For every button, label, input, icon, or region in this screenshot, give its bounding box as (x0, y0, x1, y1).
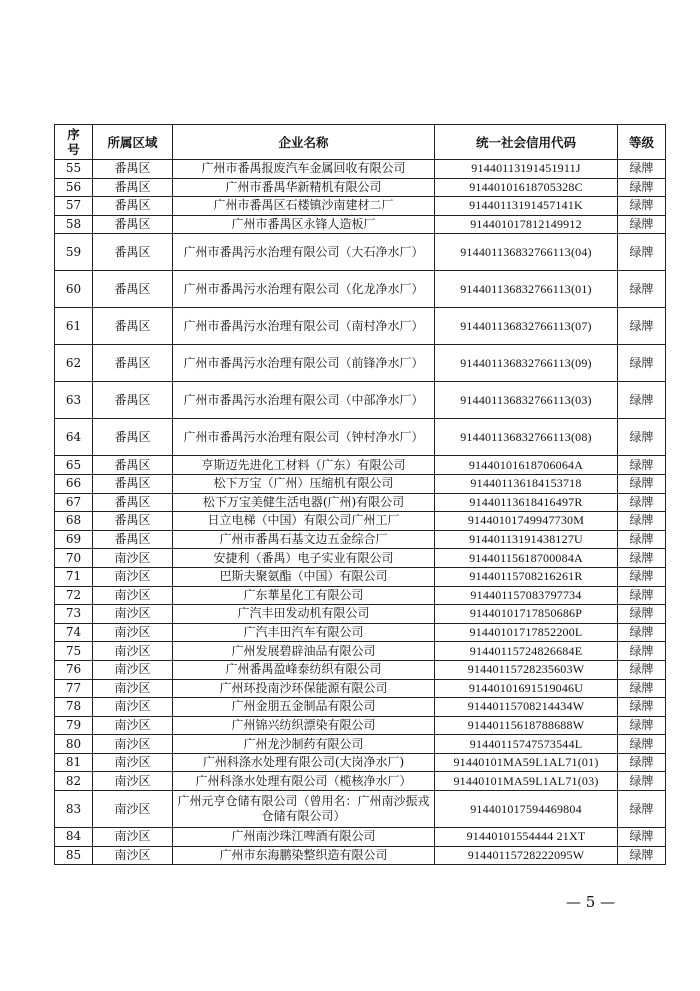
row-seq-cell: 65 (55, 456, 93, 475)
row-code-cell: 91440101691519046U (435, 679, 618, 698)
table-row (55, 234, 666, 271)
row-code-cell: 91440115728222095W (435, 846, 618, 865)
row-seq-cell: 64 (55, 419, 93, 456)
row-code-cell: 914401136832766113(03) (435, 382, 618, 419)
row-grade-cell: 绿牌 (618, 382, 666, 419)
row-seq-cell: 62 (55, 345, 93, 382)
row-name-cell: 广州市番禺污水治理有限公司（中部净水厂） (173, 382, 435, 419)
row-region-cell: 番禺区 (93, 197, 173, 216)
row-grade-cell: 绿牌 (618, 271, 666, 308)
row-grade-cell: 绿牌 (618, 772, 666, 791)
row-region-cell: 番禺区 (93, 271, 173, 308)
row-region-cell: 南沙区 (93, 735, 173, 754)
row-region-cell: 南沙区 (93, 698, 173, 717)
row-name-cell: 巴斯夫聚氨酯（中国）有限公司 (173, 567, 435, 586)
row-seq-cell: 73 (55, 605, 93, 624)
table-row (55, 456, 666, 475)
row-region-cell: 南沙区 (93, 753, 173, 772)
row-name-cell: 广州市番禺污水治理有限公司（南村净水厂） (173, 308, 435, 345)
table-row (55, 493, 666, 512)
row-code-cell: 91440115724826684E (435, 642, 618, 661)
row-code-cell: 91440101MA59L1AL71(03) (435, 772, 618, 791)
page-number: — 5 — (566, 893, 616, 911)
row-region-cell: 番禺区 (93, 493, 173, 512)
row-seq-cell: 76 (55, 660, 93, 679)
table-row (55, 271, 666, 308)
row-grade-cell: 绿牌 (618, 735, 666, 754)
row-name-cell: 亨斯迈先进化工材料（广东）有限公司 (173, 456, 435, 475)
row-code-cell: 914401157083797734 (435, 586, 618, 605)
row-region-cell: 南沙区 (93, 828, 173, 847)
table-row (55, 605, 666, 624)
row-grade-cell: 绿牌 (618, 512, 666, 531)
table-row (55, 419, 666, 456)
row-seq-cell: 75 (55, 642, 93, 661)
row-grade-cell: 绿牌 (618, 308, 666, 345)
row-region-cell: 番禺区 (93, 419, 173, 456)
row-name-cell: 广州市番禺污水治理有限公司（前锋净水厂） (173, 345, 435, 382)
row-grade-cell: 绿牌 (618, 679, 666, 698)
row-seq-cell: 80 (55, 735, 93, 754)
row-code-cell: 91440101717852200L (435, 623, 618, 642)
row-name-cell: 广州锦兴纺织漂染有限公司 (173, 716, 435, 735)
table-row (55, 828, 666, 847)
row-name-cell: 广州科涤水处理有限公司（榄核净水厂） (173, 772, 435, 791)
table-body (55, 160, 666, 865)
table-row (55, 642, 666, 661)
row-grade-cell: 绿牌 (618, 660, 666, 679)
row-grade-cell: 绿牌 (618, 234, 666, 271)
row-region-cell: 番禺区 (93, 474, 173, 493)
row-seq-cell: 61 (55, 308, 93, 345)
row-seq-cell: 77 (55, 679, 93, 698)
row-seq-cell: 74 (55, 623, 93, 642)
row-name-cell: 广州元亨仓储有限公司（曾用名：广州南沙振戎仓储有限公司） (173, 791, 435, 828)
row-seq-cell: 57 (55, 197, 93, 216)
row-code-cell: 91440115708216261R (435, 567, 618, 586)
row-grade-cell: 绿牌 (618, 474, 666, 493)
row-region-cell: 番禺区 (93, 160, 173, 179)
row-region-cell: 番禺区 (93, 215, 173, 234)
row-name-cell: 广州南沙珠江啤酒有限公司 (173, 828, 435, 847)
row-seq-cell: 60 (55, 271, 93, 308)
row-region-cell: 南沙区 (93, 623, 173, 642)
table-row (55, 567, 666, 586)
row-region-cell: 南沙区 (93, 660, 173, 679)
row-grade-cell: 绿牌 (618, 698, 666, 717)
row-name-cell: 广州龙沙制药有限公司 (173, 735, 435, 754)
row-region-cell: 南沙区 (93, 642, 173, 661)
header-code: 统一社会信用代码 (435, 125, 618, 160)
row-region-cell: 番禺区 (93, 178, 173, 197)
row-seq-cell: 70 (55, 549, 93, 568)
row-seq-cell: 58 (55, 215, 93, 234)
row-name-cell: 广州市番禺污水治理有限公司（化龙净水厂） (173, 271, 435, 308)
row-seq-cell: 66 (55, 474, 93, 493)
row-region-cell: 南沙区 (93, 605, 173, 624)
table-row (55, 753, 666, 772)
row-seq-cell: 67 (55, 493, 93, 512)
table-row (55, 660, 666, 679)
row-code-cell: 914401136832766113(01) (435, 271, 618, 308)
table-row (55, 345, 666, 382)
row-code-cell: 91440113191457141K (435, 197, 618, 216)
row-name-cell: 广东華星化工有限公司 (173, 586, 435, 605)
row-code-cell: 91440101618705328C (435, 178, 618, 197)
row-seq-cell: 84 (55, 828, 93, 847)
row-name-cell: 安捷利（番禺）电子实业有限公司 (173, 549, 435, 568)
row-code-cell: 914401136184153718 (435, 474, 618, 493)
table-row (55, 178, 666, 197)
header-seq-line1: 序 (67, 127, 80, 142)
row-region-cell: 番禺区 (93, 530, 173, 549)
row-code-cell: 91440101717850686P (435, 605, 618, 624)
row-code-cell: 91440115708214434W (435, 698, 618, 717)
row-code-cell: 91440115728235603W (435, 660, 618, 679)
row-code-cell: 91440113191438127U (435, 530, 618, 549)
row-code-cell: 91440101618706064A (435, 456, 618, 475)
row-seq-cell: 55 (55, 160, 93, 179)
row-seq-cell: 85 (55, 846, 93, 865)
row-grade-cell: 绿牌 (618, 586, 666, 605)
row-code-cell: 914401136832766113(09) (435, 345, 618, 382)
row-region-cell: 南沙区 (93, 716, 173, 735)
row-code-cell: 91440101749947730M (435, 512, 618, 531)
row-grade-cell: 绿牌 (618, 567, 666, 586)
row-region-cell: 番禺区 (93, 308, 173, 345)
row-region-cell: 南沙区 (93, 679, 173, 698)
row-grade-cell: 绿牌 (618, 716, 666, 735)
table-row (55, 846, 666, 865)
header-name: 企业名称 (173, 125, 435, 160)
row-code-cell: 914401017594469804 (435, 791, 618, 828)
row-grade-cell: 绿牌 (618, 345, 666, 382)
row-code-cell: 91440115618788688W (435, 716, 618, 735)
row-region-cell: 南沙区 (93, 846, 173, 865)
row-name-cell: 日立电梯（中国）有限公司广州工厂 (173, 512, 435, 531)
row-name-cell: 广州市番禺区永锋人造板厂 (173, 215, 435, 234)
row-code-cell: 914401017812149912 (435, 215, 618, 234)
row-grade-cell: 绿牌 (618, 197, 666, 216)
row-region-cell: 南沙区 (93, 586, 173, 605)
row-name-cell: 广州发展碧辟油品有限公司 (173, 642, 435, 661)
table-row (55, 698, 666, 717)
row-grade-cell: 绿牌 (618, 642, 666, 661)
header-seq (55, 125, 93, 160)
row-name-cell: 广汽丰田发动机有限公司 (173, 605, 435, 624)
row-code-cell: 914401136832766113(08) (435, 419, 618, 456)
row-grade-cell: 绿牌 (618, 623, 666, 642)
row-seq-cell: 79 (55, 716, 93, 735)
row-seq-cell: 56 (55, 178, 93, 197)
table-row (55, 197, 666, 216)
row-grade-cell: 绿牌 (618, 605, 666, 624)
row-seq-cell: 82 (55, 772, 93, 791)
row-seq-cell: 69 (55, 530, 93, 549)
table-row (55, 512, 666, 531)
table-row (55, 308, 666, 345)
row-name-cell: 广州市番禺报废汽车金属回收有限公司 (173, 160, 435, 179)
row-grade-cell: 绿牌 (618, 753, 666, 772)
row-code-cell: 91440113618416497R (435, 493, 618, 512)
table-row (55, 530, 666, 549)
table-row (55, 791, 666, 828)
row-seq-cell: 63 (55, 382, 93, 419)
row-grade-cell: 绿牌 (618, 419, 666, 456)
row-code-cell: 914401136832766113(04) (435, 234, 618, 271)
row-code-cell: 914401136832766113(07) (435, 308, 618, 345)
row-name-cell: 广汽丰田汽车有限公司 (173, 623, 435, 642)
enterprise-rating-table (54, 124, 666, 865)
row-grade-cell: 绿牌 (618, 160, 666, 179)
row-name-cell: 广州市番禺污水治理有限公司（大石净水厂） (173, 234, 435, 271)
row-name-cell: 广州市东海鹏染整织造有限公司 (173, 846, 435, 865)
row-name-cell: 广州市番禺石基文边五金综合厂 (173, 530, 435, 549)
row-name-cell: 广州市番禺污水治理有限公司（钟村净水厂） (173, 419, 435, 456)
table-row (55, 160, 666, 179)
row-grade-cell: 绿牌 (618, 828, 666, 847)
row-region-cell: 番禺区 (93, 512, 173, 531)
row-grade-cell: 绿牌 (618, 846, 666, 865)
row-region-cell: 番禺区 (93, 234, 173, 271)
row-name-cell: 广州金朋五金制品有限公司 (173, 698, 435, 717)
row-seq-cell: 71 (55, 567, 93, 586)
table-row (55, 586, 666, 605)
row-grade-cell: 绿牌 (618, 178, 666, 197)
row-name-cell: 广州市番禺区石楼镇沙南建材二厂 (173, 197, 435, 216)
row-code-cell: 91440115618700084A (435, 549, 618, 568)
row-seq-cell: 59 (55, 234, 93, 271)
row-seq-cell: 72 (55, 586, 93, 605)
table-row (55, 549, 666, 568)
header-seq-line2: 号 (67, 142, 80, 157)
row-code-cell: 91440101554444 21XT (435, 828, 618, 847)
row-code-cell: 91440115747573544L (435, 735, 618, 754)
row-region-cell: 南沙区 (93, 567, 173, 586)
row-grade-cell: 绿牌 (618, 530, 666, 549)
row-name-cell: 松下万宝美健生活电器(广州)有限公司 (173, 493, 435, 512)
row-name-cell: 广州环投南沙环保能源有限公司 (173, 679, 435, 698)
row-region-cell: 南沙区 (93, 549, 173, 568)
row-region-cell: 番禺区 (93, 456, 173, 475)
row-name-cell: 松下万宝（广州）压缩机有限公司 (173, 474, 435, 493)
table-row (55, 735, 666, 754)
row-code-cell: 91440113191451911J (435, 160, 618, 179)
row-region-cell: 南沙区 (93, 791, 173, 828)
table-row (55, 623, 666, 642)
row-grade-cell: 绿牌 (618, 215, 666, 234)
row-grade-cell: 绿牌 (618, 549, 666, 568)
table-row (55, 382, 666, 419)
header-grade: 等级 (618, 125, 666, 160)
row-region-cell: 番禺区 (93, 345, 173, 382)
table-header-row (55, 125, 666, 160)
row-code-cell: 91440101MA59L1AL71(01) (435, 753, 618, 772)
row-name-cell: 广州番禺盈峰泰纺织有限公司 (173, 660, 435, 679)
header-region: 所属区域 (93, 125, 173, 160)
row-seq-cell: 68 (55, 512, 93, 531)
table-row (55, 772, 666, 791)
row-seq-cell: 83 (55, 791, 93, 828)
row-region-cell: 南沙区 (93, 772, 173, 791)
row-grade-cell: 绿牌 (618, 493, 666, 512)
row-name-cell: 广州科涤水处理有限公司(大岗净水厂) (173, 753, 435, 772)
row-grade-cell: 绿牌 (618, 791, 666, 828)
row-region-cell: 番禺区 (93, 382, 173, 419)
row-name-cell: 广州市番禺华新精机有限公司 (173, 178, 435, 197)
table-row (55, 474, 666, 493)
row-seq-cell: 78 (55, 698, 93, 717)
row-grade-cell: 绿牌 (618, 456, 666, 475)
table-row (55, 215, 666, 234)
table-row (55, 679, 666, 698)
table-row (55, 716, 666, 735)
row-seq-cell: 81 (55, 753, 93, 772)
